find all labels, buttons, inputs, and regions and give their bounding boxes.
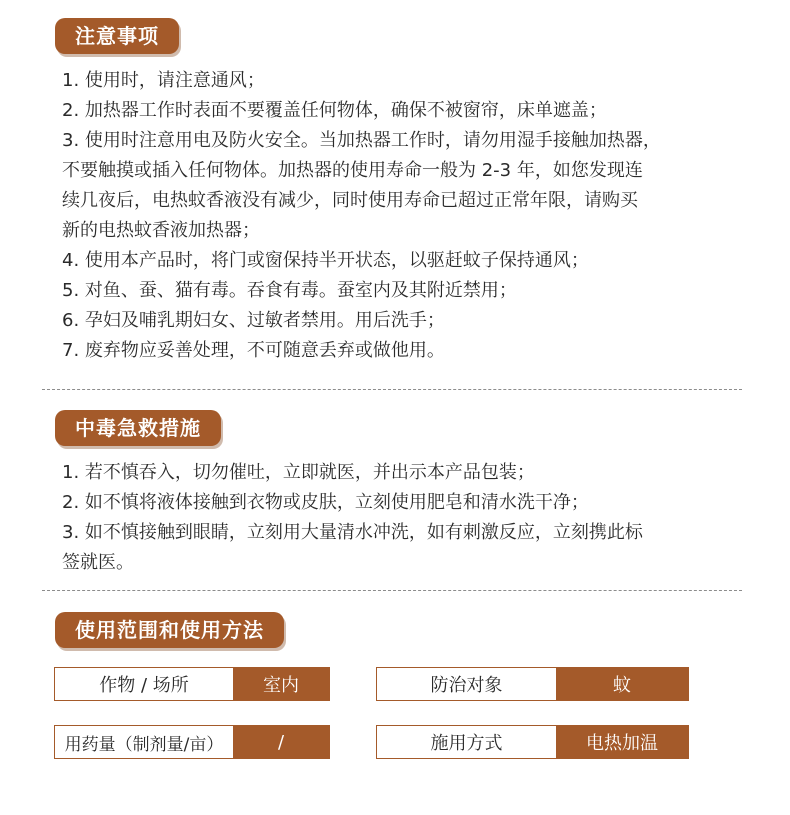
precautions-section [55, 18, 745, 366]
precaution-line: 2. 加热器工作时表面不要覆盖任何物体，确保不被窗帘，床单遮盖； [62, 100, 607, 121]
precaution-line: 6. 孕妇及哺乳期妇女、过敏者禁用。用后洗手； [62, 310, 445, 331]
precaution-line: 5. 对鱼、蚕、猫有毒。吞食有毒。蚕室内及其附近禁用； [62, 280, 517, 301]
usage-label: 用药量（制剂量/亩） [55, 726, 233, 758]
first-aid-line: 1. 若不慎吞入，切勿催吐，立即就医，并出示本产品包装； [62, 462, 535, 483]
usage-label: 防治对象 [377, 668, 556, 700]
precaution-line: 新的电热蚊香液加热器； [62, 220, 260, 241]
section-divider [42, 590, 742, 591]
precaution-line: 续几夜后，电热蚊香液没有减少，同时使用寿命已超过正常年限，请购买 [62, 190, 638, 211]
precautions-list [55, 66, 745, 366]
section-divider [42, 389, 742, 390]
precaution-line: 3. 使用时注意用电及防火安全。当加热器工作时，请勿用湿手接触加热器， [62, 130, 661, 151]
usage-title: 使用范围和使用方法 [55, 612, 284, 648]
precaution-line: 4. 使用本产品时，将门或窗保持半开状态，以驱赶蚊子保持通风； [62, 250, 589, 271]
usage-value: 室内 [233, 668, 329, 700]
precaution-line: 不要触摸或插入任何物体。加热器的使用寿命一般为 2-3 年，如您发现连 [62, 160, 643, 181]
usage-label: 作物 / 场所 [55, 668, 233, 700]
usage-row-site [54, 667, 330, 701]
usage-row-method [376, 725, 689, 759]
usage-value: 蚊 [556, 668, 688, 700]
precautions-title: 注意事项 [55, 18, 179, 54]
precaution-line: 1. 使用时，请注意通风； [62, 70, 265, 91]
usage-value: / [233, 726, 329, 758]
usage-section [55, 612, 745, 648]
first-aid-list [55, 458, 745, 578]
first-aid-line: 3. 如不慎接触到眼睛，立刻用大量清水冲洗，如有刺激反应，立刻携此标 [62, 522, 643, 543]
first-aid-line: 签就医。 [62, 552, 134, 573]
first-aid-line: 2. 如不慎将液体接触到衣物或皮肤，立刻使用肥皂和清水洗干净； [62, 492, 589, 513]
first-aid-section [55, 410, 745, 578]
precaution-line: 7. 废弃物应妥善处理，不可随意丢弃或做他用。 [62, 340, 445, 361]
first-aid-title: 中毒急救措施 [55, 410, 221, 446]
usage-label: 施用方式 [377, 726, 556, 758]
usage-value: 电热加温 [556, 726, 688, 758]
usage-row-dosage [54, 725, 330, 759]
usage-row-target [376, 667, 689, 701]
